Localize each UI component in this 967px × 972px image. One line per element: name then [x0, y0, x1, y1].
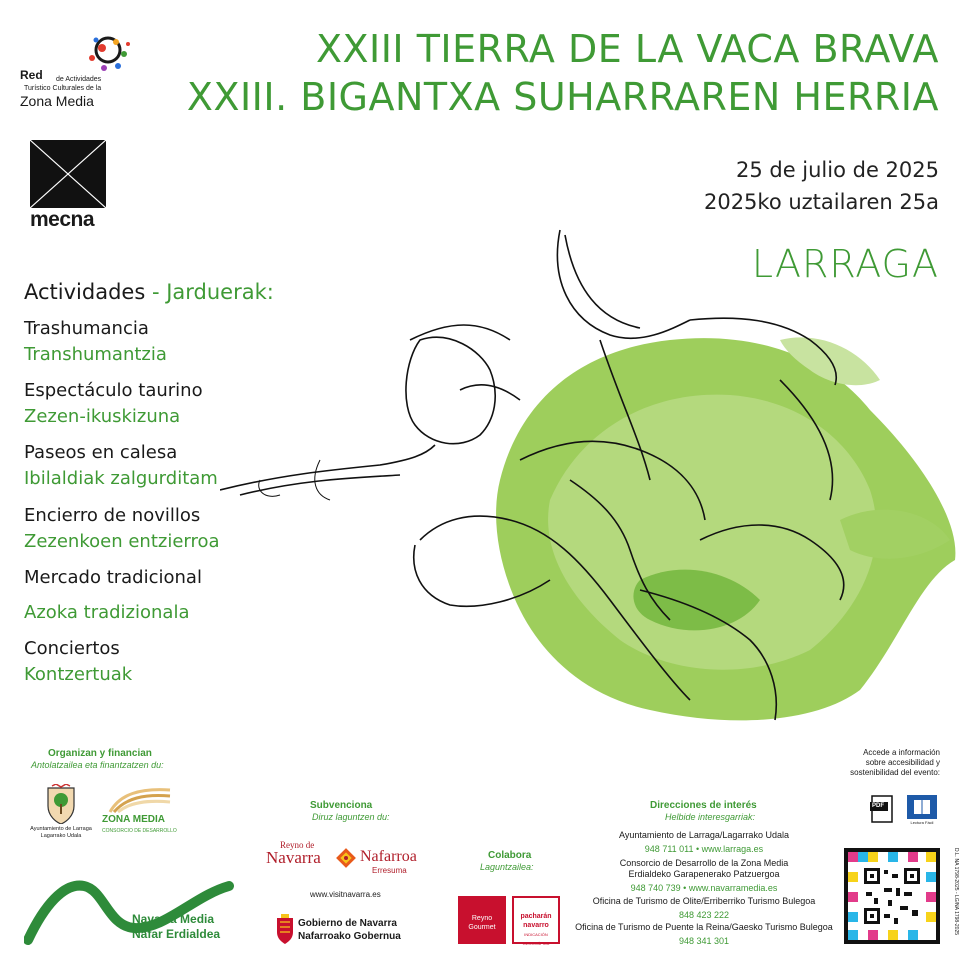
colabora-subheading: Laguntzailea: — [480, 862, 534, 872]
zona-media-text: ZONA MEDIA — [102, 814, 165, 825]
date-eu: 2025ko uztailaren 25a — [703, 190, 939, 214]
pdf-icon — [868, 794, 898, 824]
navarra-media-logo — [24, 876, 244, 946]
contact-3-detail[interactable]: 848 423 222 — [678, 910, 730, 920]
navarra-media-line1: Navarra Media — [132, 912, 215, 926]
visit-navarra-url[interactable]: www.visitnavarra.es — [310, 890, 381, 899]
lectura-facil-label: Lectura Fácil — [910, 820, 934, 825]
accessibility-text: Accede a información sobre accesibilidad y sostenibilidad del evento: — [850, 748, 940, 777]
red-logo-icon — [74, 32, 134, 77]
easy-read-icon — [906, 794, 938, 820]
activity-3-es: Paseos en calesa — [24, 442, 178, 463]
mecna-logo — [30, 140, 106, 232]
reyno-line1: Reyno de — [280, 840, 315, 850]
pacharan-text: pacharán navarro — [520, 913, 552, 929]
red-logo-line3: Turístico Culturales de la — [24, 85, 102, 92]
activity-6-eu: Kontzertuak — [24, 664, 133, 685]
activities-heading — [24, 280, 274, 304]
contact-1-detail[interactable]: 948 711 011 • www.larraga.es — [644, 844, 764, 854]
ayto-larraga-label: Ayuntamiento de Larraga Lagarrako Udala — [30, 826, 92, 839]
ayto-larraga-logo — [30, 784, 92, 844]
navarra-media-line2: Nafar Erdialdea — [132, 927, 221, 941]
mecna-logo-icon — [30, 140, 106, 208]
activity-1-eu: Transhumantzia — [24, 344, 167, 365]
gobierno-line1: Gobierno de Navarra — [298, 918, 397, 929]
contact-3-name: Oficina de Turismo de Olite/Erriberriko Turismo Bulegoa — [592, 896, 816, 906]
zona-media-mark-icon — [100, 784, 176, 814]
organizan-heading: Organizan y financian — [48, 748, 152, 759]
activity-4-eu: Zezenkoen entzierroa — [24, 531, 220, 552]
gobierno-shield-icon — [276, 914, 294, 944]
contact-2-name: Consorcio de Desarrollo de la Zona Media — [619, 858, 789, 868]
reyno-gourmet-logo — [458, 896, 506, 944]
mecna-logo-text: mecna — [30, 208, 95, 231]
subvenciona-subheading: Diruz laguntzen du: — [312, 812, 390, 822]
activity-5-eu: Azoka tradizionala — [24, 602, 190, 623]
coat-of-arms-icon — [44, 784, 78, 824]
contact-2-detail[interactable]: 948 740 739 • www.navarramedia.es — [630, 883, 778, 893]
erresuma-text: Erresuma — [372, 866, 407, 875]
place-name: LARRAGA — [751, 242, 939, 286]
qr-code[interactable] — [844, 848, 940, 944]
pdf-label: PDF — [872, 803, 884, 809]
zona-media-sub: CONSORCIO DE DESARROLLO — [102, 828, 177, 834]
red-logo-line4: Zona Media — [20, 93, 94, 109]
colabora-heading: Colabora — [488, 850, 532, 861]
qr-code-icon — [844, 848, 940, 944]
nafarroa-text: Nafarroa — [360, 848, 417, 865]
gobierno-line2: Nafarroako Gobernua — [298, 931, 401, 942]
green-blob — [496, 337, 955, 720]
zona-media-logo — [100, 784, 176, 838]
bull-illustration — [220, 220, 967, 740]
contact-3 — [575, 896, 833, 921]
organizan-subheading: Antolatzailea eta finantzatzen du: — [31, 760, 164, 770]
reyno-navarra: Navarra — [266, 848, 321, 867]
lectura-facil-button[interactable] — [906, 794, 938, 828]
gobierno-navarra-logo — [276, 912, 416, 948]
title-eu: XXIII. BIGANTXA SUHARRAREN HERRIA — [186, 75, 939, 119]
activity-4-es: Encierro de novillos — [24, 505, 201, 526]
activities-heading-sep: - — [151, 280, 160, 304]
reyno-navarra-logo — [266, 840, 432, 880]
title-es: XXIII TIERRA DE LA VACA BRAVA — [315, 27, 939, 71]
activity-5-es: Mercado tradicional — [24, 567, 202, 588]
direcciones-heading: Direcciones de interés — [650, 800, 757, 811]
legal-deposit-text: D.L. NA 1798-2025 - LG/NA 1798-2025 — [953, 848, 959, 936]
navarra-chain-icon — [334, 846, 358, 870]
red-logo-line2: de Actividades — [56, 76, 102, 83]
activities-heading-eu: Jarduerak: — [166, 280, 274, 304]
pdf-button[interactable] — [868, 794, 898, 824]
subvenciona-heading: Subvenciona — [310, 800, 373, 811]
activity-3-eu: Ibilaldiak zalgurditam — [24, 468, 218, 489]
pacharan-sub: INDICACIÓN GEOGRÁFICA — [522, 932, 550, 946]
pacharan-logo — [512, 896, 560, 944]
contact-2-name2: Erdialdeko Garapenerako Patzuergoa — [628, 869, 780, 879]
red-logo — [20, 32, 130, 112]
direcciones-subheading: Helbide interesgarriak: — [665, 812, 756, 822]
activity-2-eu: Zezen-ikuskizuna — [24, 406, 181, 427]
reyno-gourmet-text: Reyno Gourmet — [468, 915, 496, 931]
date-es: 25 de julio de 2025 — [735, 158, 939, 182]
contact-1-name: Ayuntamiento de Larraga/Lagarrako Udala — [619, 830, 789, 840]
activity-2-es: Espectáculo taurino — [24, 380, 203, 401]
contact-2 — [580, 858, 828, 894]
red-logo-line1: Red — [20, 68, 43, 82]
contact-1 — [580, 830, 828, 855]
activities-heading-es: Actividades — [24, 280, 146, 304]
activity-6-es: Conciertos — [24, 638, 120, 659]
contact-4 — [570, 922, 838, 947]
contact-4-detail[interactable]: 948 341 301 — [678, 936, 730, 946]
contact-4-name: Oficina de Turismo de Puente la Reina/Gaesko Turismo Bulegoa — [575, 922, 833, 932]
legal-deposit — [952, 848, 962, 944]
activity-1-es: Trashumancia — [24, 318, 149, 339]
